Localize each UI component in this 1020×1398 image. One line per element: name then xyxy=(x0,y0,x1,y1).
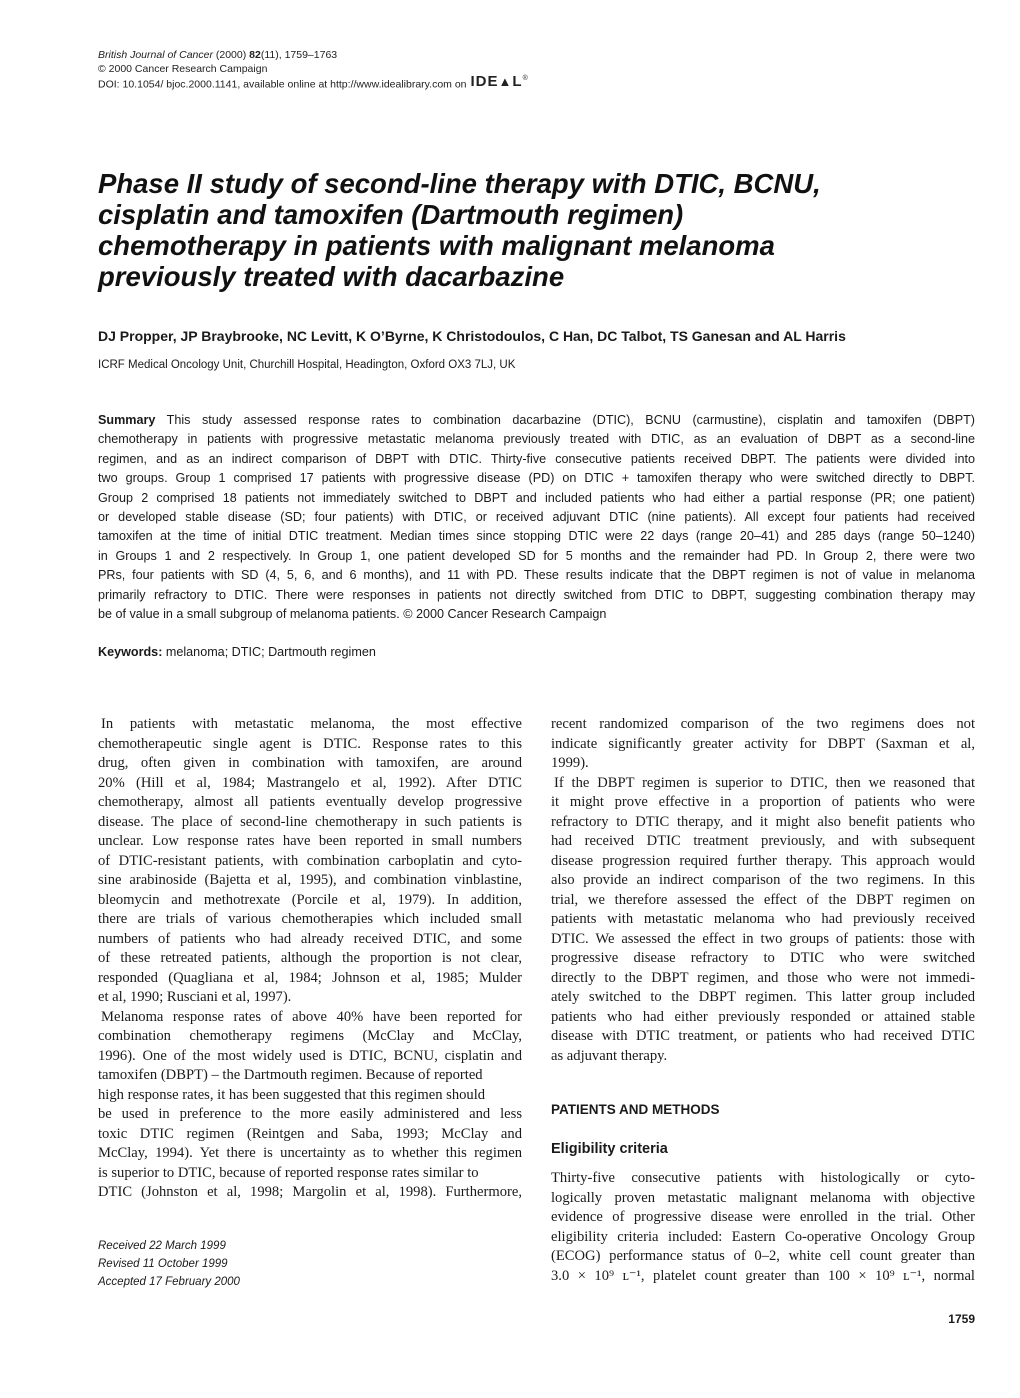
journal-name: British Journal of Cancer xyxy=(98,49,213,61)
body-text-line: trial, we therefore assessed the effect of the DBPT regimen on xyxy=(551,891,975,908)
body-text-line: eligibility criteria included: Eastern Co-operative Oncology Group xyxy=(551,1228,975,1245)
body-text-line: drug, often given in combination with tamoxifen, are around xyxy=(98,755,522,771)
body-text-line: et al, 1990; Rusciani et al, 1997). xyxy=(98,989,292,1005)
body-text-line: also provide an indirect comparison of the two regimens. In this xyxy=(551,872,975,888)
body-text-line: chemotherapeutic single agent is DTIC. Response rates to this xyxy=(98,735,522,752)
body-text-line: McClay, 1994). Yet there is uncertainty as to whether this regimen xyxy=(98,1145,522,1161)
abstract-label: Summary xyxy=(98,413,156,427)
body-text-line: 20% (Hill et al, 1984; Mastrangelo et al, 1992). After DTIC xyxy=(98,774,522,791)
body-text-line: ately switched to the DBPT regimen. This latter group included xyxy=(551,989,975,1005)
title-line: Phase II study of second-line therapy with DTIC, BCNU, xyxy=(98,168,821,199)
journal-year: (2000) xyxy=(212,49,250,61)
body-text-line: recent randomized comparison of the two regimens does not xyxy=(551,716,975,732)
body-text-line: be used in preference to the more easily administered and less xyxy=(98,1106,522,1122)
affiliation: ICRF Medical Oncology Unit, Churchill Hospital, Headington, Oxford OX3 7LJ, UK xyxy=(98,359,516,371)
abstract-line: in Groups 1 and 2 respectively. In Group 1, one patient developed SD for 5 months and the remainder had PD. In Group 2, there were two xyxy=(98,548,975,563)
body-text-line: toxic DTIC regimen (Reintgen and Saba, 1993; McClay and xyxy=(98,1125,522,1142)
abstract-line: primarily refractory to DTIC. There were responses in patients not directly switched from DTIC to DBPT, suggesting combination therapy may xyxy=(98,587,975,602)
body-text-line: 1999). xyxy=(551,755,589,771)
keywords-label: Keywords: xyxy=(98,645,163,659)
author-list: DJ Propper, JP Braybrooke, NC Levitt, K O’Byrne, K Christodoulos, C Han, DC Talbot, TS Ganesan and AL Harris xyxy=(98,328,846,344)
body-text-line: there are trials of various chemotherapies which included small xyxy=(98,911,522,927)
body-text-line: directly to the DBPT regimen, and those who were not immedi- xyxy=(551,969,975,986)
abstract-line: PRs, four patients with SD (4, 5, 6, and 6 months), and 11 with PD. These results indicate that the DBPT regimen is not of value in melanoma xyxy=(98,568,975,583)
manuscript-dates xyxy=(98,1237,240,1291)
copyright-line: © 2000 Cancer Research Campaign xyxy=(98,63,268,75)
body-text-line: of DTIC-resistant patients, with combination carboplatin and cyto- xyxy=(98,852,522,869)
body-text-line: had received DTIC treatment previously, and with subsequent xyxy=(551,833,975,849)
body-text-line: DTIC (Johnston et al, 1998; Margolin et al, 1998). Furthermore, xyxy=(98,1184,522,1200)
body-text-line: disease progression required further therapy. This approach would xyxy=(551,852,975,869)
ideal-logo: IDE▲L® xyxy=(470,73,529,90)
body-text-line: disease. The place of second-line chemotherapy in such patients is xyxy=(98,813,522,830)
body-text-line: tamoxifen (DBPT) – the Dartmouth regimen. Because of reported xyxy=(98,1067,483,1083)
body-text-line: refractory to DTIC therapy, and it might also benefit patients who xyxy=(551,813,975,830)
body-column-right xyxy=(551,715,975,1066)
accepted-date: Accepted 17 February 2000 xyxy=(98,1276,240,1288)
subsection-heading: Eligibility criteria xyxy=(551,1141,668,1157)
abstract-line: Summary This study assessed response rates to combination dacarbazine (DTIC), BCNU (carmustine), cisplatin and tamoxifen (DBPT) xyxy=(98,413,975,427)
page-number: 1759 xyxy=(948,1312,975,1326)
body-text-line: evidence of progressive disease were enrolled in the trial. Other xyxy=(551,1209,975,1225)
body-text-line: sine arabinoside (Bajetta et al, 1995), and combination vinblastine, xyxy=(98,872,522,888)
title-line: previously treated with dacarbazine xyxy=(98,261,565,292)
body-text-line: high response rates, it has been suggested that this regimen should xyxy=(98,1086,486,1103)
abstract-line: regimen, and as an indirect comparison of DBPT with DTIC. Thirty-five consecutive patients received DBPT. The patients were divided into xyxy=(98,451,975,466)
article-title xyxy=(98,168,978,292)
body-column-right-continued xyxy=(551,1169,975,1286)
body-text-line: it might prove effective in a proportion of patients who were xyxy=(551,794,975,810)
body-text-line: If the DBPT regimen is superior to DTIC, then we reasoned that xyxy=(554,774,975,791)
body-text-line: Thirty-five consecutive patients with histologically or cyto- xyxy=(551,1170,975,1186)
section-heading: PATIENTS AND METHODS xyxy=(551,1102,720,1117)
body-text-line: patients who had either previously responded or attained stable xyxy=(551,1008,975,1025)
body-text-line: DTIC. We assessed the effect in two groups of patients: those with xyxy=(551,930,975,947)
revised-date: Revised 11 October 1999 xyxy=(98,1258,228,1270)
abstract-line: chemotherapy in patients with progressive metastatic melanoma previously treated with DTIC, as an evaluation of DBPT as a second-line xyxy=(98,432,975,447)
body-text-line: of these retreated patients, although the proportion is not clear, xyxy=(98,950,522,966)
keywords xyxy=(98,645,376,659)
received-date: Received 22 March 1999 xyxy=(98,1240,226,1252)
journal-volume: 82 xyxy=(249,49,261,61)
abstract-line: two groups. Group 1 comprised 17 patients with progressive disease (PD) on DTIC + tamoxifen therapy who were switched directly to DBPT. xyxy=(98,471,975,486)
body-text-line: 1996). One of the most widely used is DTIC, BCNU, cisplatin and xyxy=(98,1047,522,1064)
doi-line[interactable]: DOI: 10.1054/ bjoc.2000.1141, available online at http://www.idealibrary.com on xyxy=(98,78,467,91)
body-text-line: logically proven metastatic malignant melanoma with objective xyxy=(551,1189,975,1206)
body-text-line: indicate significantly greater activity for DBPT (Saxman et al, xyxy=(551,735,975,752)
abstract-line: tamoxifen at the time of initial DTIC treatment. Median times since stopping DTIC were 22 days (range 20–41) and 285 days (range 50–1240) xyxy=(98,529,975,544)
title-line: cisplatin and tamoxifen (Dartmouth regimen) xyxy=(98,199,684,230)
body-text-line: responded (Quagliana et al, 1984; Johnson et al, 1985; Mulder xyxy=(98,969,522,986)
body-text-line: as adjuvant therapy. xyxy=(551,1047,668,1064)
abstract-line: Group 2 comprised 18 patients not immediately switched to DBPT and included patients who had either a partial response (PR; one patient) xyxy=(98,490,975,505)
body-text-line: Melanoma response rates of above 40% have been reported for xyxy=(101,1008,522,1025)
journal-header xyxy=(98,48,529,93)
body-text-line: 3.0 × 10⁹ ʟ⁻¹, platelet count greater than 100 × 10⁹ ʟ⁻¹, normal xyxy=(551,1267,975,1284)
body-text-line: (ECOG) performance status of 0–2, white cell count greater than xyxy=(551,1248,975,1264)
abstract xyxy=(98,411,975,624)
abstract-line: be of value in a small subgroup of melanoma patients. © 2000 Cancer Research Campaign xyxy=(98,607,607,622)
body-text-line: combination chemotherapy regimens (McClay and McClay, xyxy=(98,1028,522,1044)
title-line: chemotherapy in patients with malignant melanoma xyxy=(98,230,775,261)
body-text-line: numbers of patients who had already received DTIC, and some xyxy=(98,930,522,947)
abstract-line: or developed stable disease (SD; four patients) with DTIC, or received adjuvant DTIC (nine patients). All except four patients had received xyxy=(98,510,975,525)
body-text-line: disease with DTIC treatment, or patients who had received DTIC xyxy=(551,1028,975,1044)
body-column-left xyxy=(98,715,522,1203)
body-text-line: In patients with metastatic melanoma, the most effective xyxy=(101,716,522,732)
body-text-line: patients with metastatic melanoma who had previously received xyxy=(551,911,975,927)
journal-pages: (11), 1759–1763 xyxy=(260,49,338,61)
body-text-line: unclear. Low response rates have been reported in small numbers xyxy=(98,833,522,849)
keywords-text: melanoma; DTIC; Dartmouth regimen xyxy=(162,645,376,659)
body-text-line: is superior to DTIC, because of reported response rates similar to xyxy=(98,1164,479,1181)
body-text-line: progressive disease refractory to DTIC who were switched xyxy=(551,950,975,966)
body-text-line: bleomycin and methotrexate (Porcile et al, 1979). In addition, xyxy=(98,891,522,908)
body-text-line: chemotherapy, almost all patients eventually develop progressive xyxy=(98,794,522,810)
